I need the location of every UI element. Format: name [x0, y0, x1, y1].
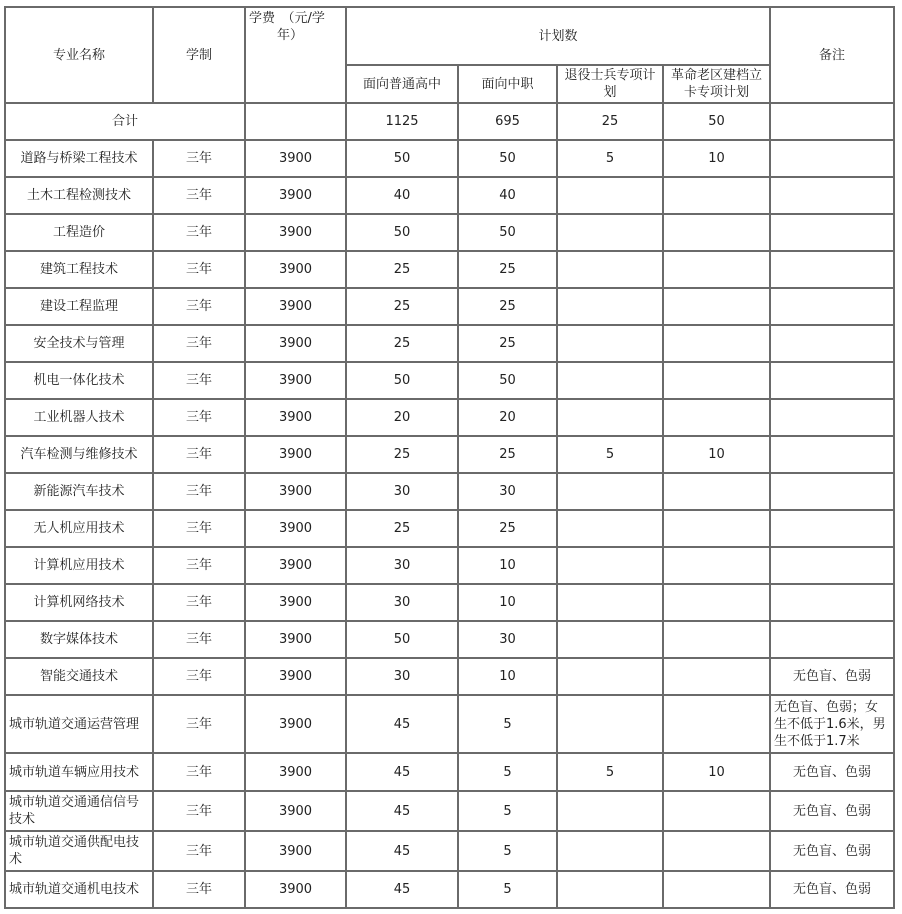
remark-cell: 无色盲、色弱 — [770, 791, 894, 831]
old-area-cell — [663, 695, 770, 753]
header-fee — [245, 7, 346, 103]
old-area-cell — [663, 473, 770, 510]
remark-cell — [770, 436, 894, 473]
enrollment-plan-table — [4, 6, 895, 909]
veteran-cell — [557, 658, 663, 695]
remark-cell — [770, 140, 894, 177]
old-area-cell — [663, 288, 770, 325]
regular-cell: 50 — [346, 362, 458, 399]
fee-cell: 3900 — [245, 251, 346, 288]
vocational-cell: 5 — [458, 831, 557, 871]
regular-cell: 45 — [346, 831, 458, 871]
duration-cell: 三年 — [153, 288, 245, 325]
old-area-cell — [663, 791, 770, 831]
major-cell: 建筑工程技术 — [5, 251, 153, 288]
old-area-cell — [663, 621, 770, 658]
regular-cell: 25 — [346, 510, 458, 547]
header-remark: 备注 — [770, 7, 894, 103]
major-cell: 城市轨道交通机电技术 — [5, 871, 153, 908]
vocational-cell: 10 — [458, 658, 557, 695]
major-cell: 无人机应用技术 — [5, 510, 153, 547]
veteran-cell — [557, 251, 663, 288]
table-row — [5, 695, 894, 753]
veteran-cell — [557, 831, 663, 871]
vocational-cell: 40 — [458, 177, 557, 214]
old-area-cell: 10 — [663, 753, 770, 791]
duration-cell: 三年 — [153, 177, 245, 214]
regular-cell: 45 — [346, 753, 458, 791]
old-area-cell: 10 — [663, 140, 770, 177]
old-area-cell — [663, 831, 770, 871]
total-remark — [770, 103, 894, 140]
header-fee-line1: 学费 （元/学 — [249, 11, 325, 26]
vocational-cell: 20 — [458, 399, 557, 436]
header-veteran: 退役士兵专项计划 — [557, 65, 663, 103]
remark-cell: 无色盲、色弱；女生不低于1.6米，男生不低于1.7米 — [770, 695, 894, 753]
duration-cell: 三年 — [153, 362, 245, 399]
table-row — [5, 140, 894, 177]
remark-cell: 无色盲、色弱 — [770, 753, 894, 791]
regular-cell: 45 — [346, 871, 458, 908]
fee-cell: 3900 — [245, 325, 346, 362]
vocational-cell: 25 — [458, 436, 557, 473]
duration-cell: 三年 — [153, 436, 245, 473]
header-duration: 学制 — [153, 7, 245, 103]
remark-cell: 无色盲、色弱 — [770, 831, 894, 871]
duration-cell: 三年 — [153, 658, 245, 695]
fee-cell: 3900 — [245, 288, 346, 325]
table-row — [5, 584, 894, 621]
remark-cell — [770, 325, 894, 362]
old-area-cell — [663, 871, 770, 908]
table-row — [5, 658, 894, 695]
total-fee — [245, 103, 346, 140]
remark-cell — [770, 473, 894, 510]
vocational-cell: 25 — [458, 325, 557, 362]
table-row — [5, 251, 894, 288]
fee-cell: 3900 — [245, 510, 346, 547]
duration-cell: 三年 — [153, 753, 245, 791]
old-area-cell — [663, 177, 770, 214]
table-row — [5, 399, 894, 436]
major-cell: 城市轨道交通运营管理 — [5, 695, 153, 753]
fee-cell: 3900 — [245, 473, 346, 510]
table-row — [5, 214, 894, 251]
header-fee-line2: 年） — [277, 28, 304, 43]
veteran-cell — [557, 791, 663, 831]
vocational-cell: 5 — [458, 753, 557, 791]
veteran-cell — [557, 325, 663, 362]
veteran-cell — [557, 288, 663, 325]
fee-cell: 3900 — [245, 362, 346, 399]
table-row — [5, 753, 894, 791]
vocational-cell: 10 — [458, 584, 557, 621]
veteran-cell: 5 — [557, 436, 663, 473]
regular-cell: 30 — [346, 547, 458, 584]
major-cell: 计算机网络技术 — [5, 584, 153, 621]
fee-cell: 3900 — [245, 399, 346, 436]
duration-cell: 三年 — [153, 791, 245, 831]
fee-cell: 3900 — [245, 584, 346, 621]
fee-cell: 3900 — [245, 791, 346, 831]
major-cell: 城市轨道交通通信信号技术 — [5, 791, 153, 831]
total-vocational: 695 — [458, 103, 557, 140]
veteran-cell: 5 — [557, 140, 663, 177]
vocational-cell: 25 — [458, 251, 557, 288]
major-cell: 数字媒体技术 — [5, 621, 153, 658]
major-cell: 安全技术与管理 — [5, 325, 153, 362]
vocational-cell: 50 — [458, 214, 557, 251]
duration-cell: 三年 — [153, 399, 245, 436]
old-area-cell: 10 — [663, 436, 770, 473]
table-row — [5, 621, 894, 658]
old-area-cell — [663, 584, 770, 621]
fee-cell: 3900 — [245, 621, 346, 658]
major-cell: 新能源汽车技术 — [5, 473, 153, 510]
duration-cell: 三年 — [153, 473, 245, 510]
fee-cell: 3900 — [245, 753, 346, 791]
regular-cell: 20 — [346, 399, 458, 436]
duration-cell: 三年 — [153, 251, 245, 288]
veteran-cell — [557, 362, 663, 399]
remark-cell — [770, 362, 894, 399]
table-row — [5, 436, 894, 473]
regular-cell: 25 — [346, 288, 458, 325]
old-area-cell — [663, 510, 770, 547]
old-area-cell — [663, 658, 770, 695]
veteran-cell — [557, 473, 663, 510]
header-major: 专业名称 — [5, 7, 153, 103]
remark-cell — [770, 399, 894, 436]
major-cell: 计算机应用技术 — [5, 547, 153, 584]
table-row — [5, 791, 894, 831]
total-veteran: 25 — [557, 103, 663, 140]
duration-cell: 三年 — [153, 695, 245, 753]
duration-cell: 三年 — [153, 214, 245, 251]
remark-cell — [770, 621, 894, 658]
header-old-area: 革命老区建档立卡专项计划 — [663, 65, 770, 103]
old-area-cell — [663, 214, 770, 251]
table-row — [5, 177, 894, 214]
total-old-area: 50 — [663, 103, 770, 140]
fee-cell: 3900 — [245, 547, 346, 584]
veteran-cell — [557, 547, 663, 584]
major-cell: 建设工程监理 — [5, 288, 153, 325]
table-row — [5, 473, 894, 510]
veteran-cell — [557, 399, 663, 436]
remark-cell — [770, 177, 894, 214]
vocational-cell: 25 — [458, 288, 557, 325]
table-row — [5, 288, 894, 325]
table-row — [5, 510, 894, 547]
remark-cell — [770, 584, 894, 621]
vocational-cell: 5 — [458, 871, 557, 908]
header-plan: 计划数 — [346, 7, 770, 65]
veteran-cell — [557, 510, 663, 547]
duration-cell: 三年 — [153, 584, 245, 621]
veteran-cell — [557, 177, 663, 214]
fee-cell: 3900 — [245, 140, 346, 177]
table-body — [5, 7, 894, 908]
old-area-cell — [663, 251, 770, 288]
total-row — [5, 103, 894, 140]
regular-cell: 25 — [346, 251, 458, 288]
remark-cell — [770, 547, 894, 584]
remark-cell: 无色盲、色弱 — [770, 658, 894, 695]
vocational-cell: 50 — [458, 140, 557, 177]
header-row-1 — [5, 7, 894, 65]
duration-cell: 三年 — [153, 510, 245, 547]
fee-cell: 3900 — [245, 658, 346, 695]
vocational-cell: 50 — [458, 362, 557, 399]
old-area-cell — [663, 547, 770, 584]
veteran-cell — [557, 584, 663, 621]
table-row — [5, 871, 894, 908]
total-regular: 1125 — [346, 103, 458, 140]
vocational-cell: 30 — [458, 473, 557, 510]
major-cell: 工业机器人技术 — [5, 399, 153, 436]
major-cell: 城市轨道交通供配电技术 — [5, 831, 153, 871]
major-cell: 智能交通技术 — [5, 658, 153, 695]
fee-cell: 3900 — [245, 214, 346, 251]
duration-cell: 三年 — [153, 831, 245, 871]
remark-cell — [770, 510, 894, 547]
fee-cell: 3900 — [245, 695, 346, 753]
major-cell: 道路与桥梁工程技术 — [5, 140, 153, 177]
veteran-cell — [557, 621, 663, 658]
regular-cell: 30 — [346, 584, 458, 621]
vocational-cell: 30 — [458, 621, 557, 658]
table-row — [5, 325, 894, 362]
veteran-cell — [557, 871, 663, 908]
remark-cell — [770, 251, 894, 288]
remark-cell: 无色盲、色弱 — [770, 871, 894, 908]
duration-cell: 三年 — [153, 325, 245, 362]
old-area-cell — [663, 399, 770, 436]
veteran-cell: 5 — [557, 753, 663, 791]
duration-cell: 三年 — [153, 621, 245, 658]
vocational-cell: 5 — [458, 791, 557, 831]
regular-cell: 45 — [346, 791, 458, 831]
remark-cell — [770, 288, 894, 325]
regular-cell: 40 — [346, 177, 458, 214]
regular-cell: 30 — [346, 473, 458, 510]
regular-cell: 25 — [346, 436, 458, 473]
table-row — [5, 362, 894, 399]
table-row — [5, 547, 894, 584]
old-area-cell — [663, 325, 770, 362]
major-cell: 城市轨道车辆应用技术 — [5, 753, 153, 791]
total-label: 合计 — [5, 103, 245, 140]
major-cell: 工程造价 — [5, 214, 153, 251]
remark-cell — [770, 214, 894, 251]
fee-cell: 3900 — [245, 871, 346, 908]
header-regular: 面向普通高中 — [346, 65, 458, 103]
fee-cell: 3900 — [245, 177, 346, 214]
vocational-cell: 25 — [458, 510, 557, 547]
duration-cell: 三年 — [153, 871, 245, 908]
regular-cell: 25 — [346, 325, 458, 362]
vocational-cell: 10 — [458, 547, 557, 584]
duration-cell: 三年 — [153, 140, 245, 177]
table-row — [5, 831, 894, 871]
veteran-cell — [557, 214, 663, 251]
duration-cell: 三年 — [153, 547, 245, 584]
fee-cell: 3900 — [245, 436, 346, 473]
header-vocational: 面向中职 — [458, 65, 557, 103]
fee-cell: 3900 — [245, 831, 346, 871]
major-cell: 机电一体化技术 — [5, 362, 153, 399]
regular-cell: 50 — [346, 214, 458, 251]
major-cell: 土木工程检测技术 — [5, 177, 153, 214]
veteran-cell — [557, 695, 663, 753]
old-area-cell — [663, 362, 770, 399]
regular-cell: 45 — [346, 695, 458, 753]
regular-cell: 50 — [346, 621, 458, 658]
regular-cell: 30 — [346, 658, 458, 695]
major-cell: 汽车检测与维修技术 — [5, 436, 153, 473]
vocational-cell: 5 — [458, 695, 557, 753]
regular-cell: 50 — [346, 140, 458, 177]
